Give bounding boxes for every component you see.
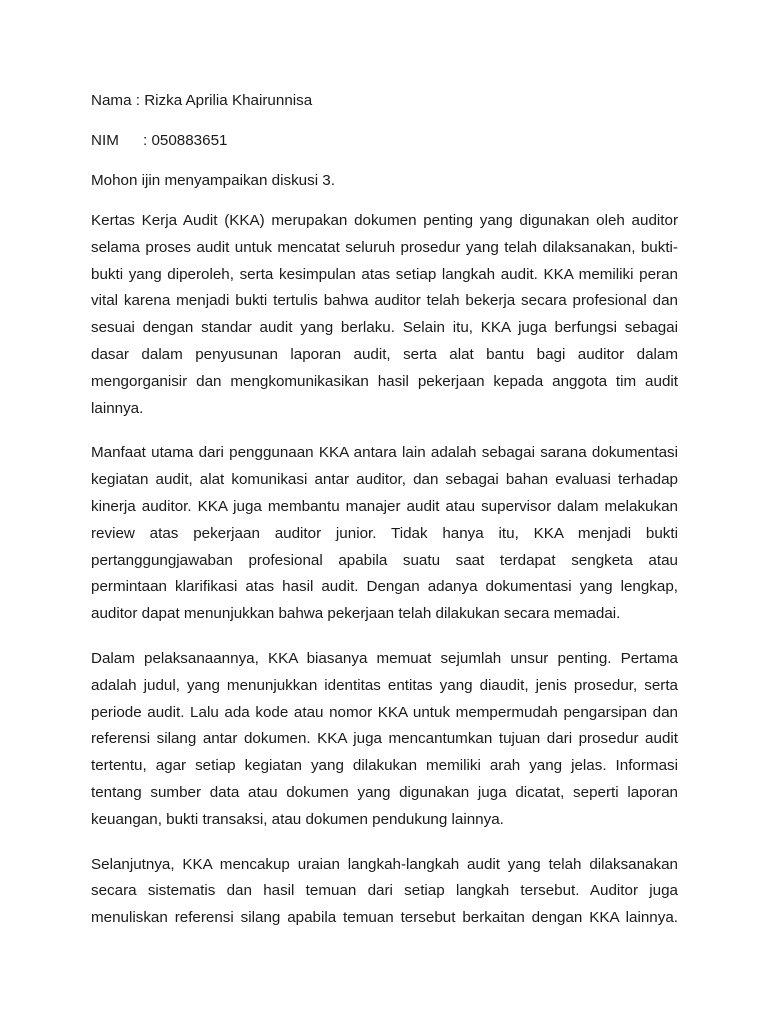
intro-line: Mohon ijin menyampaikan diskusi 3. [91, 172, 335, 189]
nim-label: NIM [91, 132, 119, 149]
paragraph-4: Selanjutnya, KKA mencakup uraian langkah-langkah audit yang telah dilaksanakan secara sistematis dan hasil temuan dari setiap langkah tersebut. Auditor juga menuliskan referensi silang apabila temuan tersebut berkaitan dengan KKA lainnya. [91, 855, 678, 927]
name-line: Nama : Rizka Aprilia Khairunnisa [91, 92, 313, 109]
nim-line: NIM : 050883651 [91, 128, 678, 154]
name-label: Nama [91, 92, 132, 109]
paragraph-3: Dalam pelaksanaannya, KKA biasanya memuat sejumlah unsur penting. Pertama adalah judul, yang menunjukkan identitas entitas yang diaudit, jenis prosedur, serta periode audit. Lalu ada kode atau nomor KKA untuk mempermudah pengarsipan dan referensi silang antar dokumen. KKA juga mencantumkan tujuan dari prosedur audit tertentu, agar setiap kegiatan yang dilakukan memiliki arah yang jelas. Informasi tentang sumber data atau dokumen yang digunakan juga dicatat, seperti laporan keuangan, bukti transaksi, atau dokumen pendukung lainnya. [91, 649, 678, 828]
paragraph-1: Kertas Kerja Audit (KKA) merupakan dokumen penting yang digunakan oleh auditor selama proses audit untuk mencatat seluruh prosedur yang telah dilaksanakan, bukti-bukti yang diperoleh, serta kesimpulan atas setiap langkah audit. KKA memiliki peran vital karena menjadi bukti tertulis bahwa auditor telah bekerja secara profesional dan sesuai dengan standar audit yang berlaku. Selain itu, KKA juga berfungsi sebagai dasar dalam penyusunan laporan audit, serta alat bantu bagi auditor dalam mengorganisir dan mengkomunikasikan hasil pekerjaan kepada anggota tim audit lainnya. [91, 212, 678, 417]
name-value: Rizka Aprilia Khairunnisa [144, 92, 313, 109]
nim-value: 050883651 [151, 132, 228, 149]
paragraph-2: Manfaat utama dari penggunaan KKA antara lain adalah sebagai sarana dokumentasi kegiatan audit, alat komunikasi antar auditor, dan sebagai bahan evaluasi terhadap kinerja auditor. KKA juga membantu manajer audit atau supervisor dalam melakukan review atas pekerjaan auditor junior. Tidak hanya itu, KKA menjadi bukti pertanggungjawaban profesional apabila suatu saat terdapat sengketa atau permintaan klarifikasi atas hasil audit. Dengan adanya dokumentasi yang lengkap, auditor dapat menunjukkan bahwa pekerjaan telah dilakukan secara memadai. [91, 444, 678, 623]
document-page [91, 88, 678, 950]
